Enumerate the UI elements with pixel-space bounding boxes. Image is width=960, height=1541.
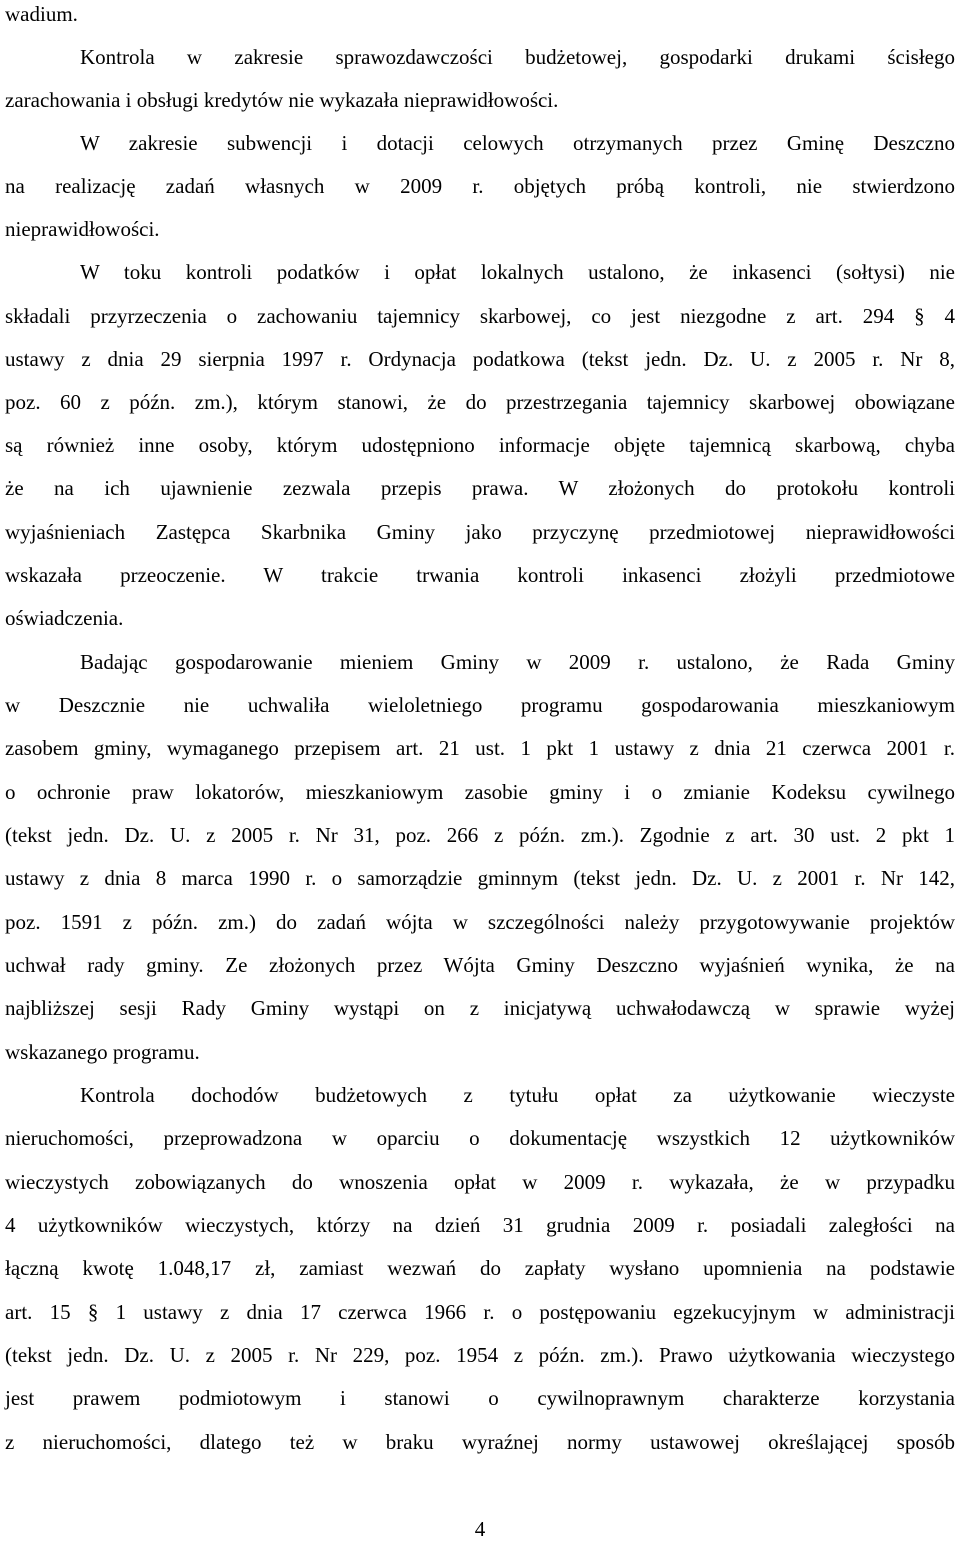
text-line: ustawy z dnia 8 marca 1990 r. o samorządzie gminnym (tekst jedn. Dz. U. z 2001 r. Nr 142, <box>5 866 955 890</box>
text-line: w Deszcznie nie uchwaliła wieloletniego programu gospodarowania mieszkaniowym <box>5 693 955 717</box>
text-line: wskazała przeoczenie. W trakcie trwania kontroli inkasenci złożyli przedmiotowe <box>5 563 955 587</box>
text-line: że na ich ujawnienie zezwala przepis prawa. W złożonych do protokołu kontroli <box>5 476 955 500</box>
text-line: zarachowania i obsługi kredytów nie wykazała nieprawidłowości. <box>5 88 559 112</box>
text-line: Kontrola dochodów budżetowych z tytułu opłat za użytkowanie wieczyste <box>80 1083 955 1107</box>
text-line: jest prawem podmiotowym i stanowi o cywilnoprawnym charakterze korzystania <box>5 1386 955 1410</box>
text-line: uchwał rady gminy. Ze złożonych przez Wójta Gminy Deszczno wyjaśnień wynika, że na <box>5 953 955 977</box>
text-line: W toku kontroli podatków i opłat lokalnych ustalono, że inkasenci (sołtysi) nie <box>80 260 955 284</box>
text-line: (tekst jedn. Dz. U. z 2005 r. Nr 229, poz. 1954 z późn. zm.). Prawo użytkowania wieczystego <box>5 1343 955 1367</box>
text-line: zasobem gminy, wymaganego przepisem art. 21 ust. 1 pkt 1 ustawy z dnia 21 czerwca 2001 r. <box>5 736 955 760</box>
text-line: na realizację zadań własnych w 2009 r. objętych próbą kontroli, nie stwierdzono <box>5 174 955 198</box>
text-line: wadium. <box>5 2 78 26</box>
text-line: wskazanego programu. <box>5 1040 200 1064</box>
text-line: nieprawidłowości. <box>5 217 160 241</box>
page-number: 4 <box>474 1517 486 1541</box>
text-line: są również inne osoby, którym udostępniono informacje objęte tajemnicą skarbową, chyba <box>5 433 955 457</box>
text-line: oświadczenia. <box>5 606 124 630</box>
text-line: Badając gospodarowanie mieniem Gminy w 2009 r. ustalono, że Rada Gminy <box>80 650 955 674</box>
text-line: najbliższej sesji Rady Gminy wystąpi on z inicjatywą uchwałodawczą w sprawie wyżej <box>5 996 955 1020</box>
text-line: wieczystych zobowiązanych do wnoszenia opłat w 2009 r. wykazała, że w przypadku <box>5 1170 955 1194</box>
text-line: składali przyrzeczenia o zachowaniu tajemnicy skarbowej, co jest niezgodne z art. 294 § 4 <box>5 304 955 328</box>
text-line: Kontrola w zakresie sprawozdawczości budżetowej, gospodarki drukami ścisłego <box>80 45 955 69</box>
text-line: W zakresie subwencji i dotacji celowych otrzymanych przez Gminę Deszczno <box>80 131 955 155</box>
text-line: wyjaśnieniach Zastępca Skarbnika Gminy jako przyczynę przedmiotowej nieprawidłowości <box>5 520 955 544</box>
text-line: 4 użytkowników wieczystych, którzy na dzień 31 grudnia 2009 r. posiadali zaległości na <box>5 1213 955 1237</box>
text-line: poz. 60 z późn. zm.), którym stanowi, że do przestrzegania tajemnicy skarbowej obowiązane <box>5 390 955 414</box>
text-line: z nieruchomości, dlatego też w braku wyraźnej normy ustawowej określającej sposób <box>5 1430 955 1454</box>
text-line: łączną kwotę 1.048,17 zł, zamiast wezwań do zapłaty wysłano upomnienia na podstawie <box>5 1256 955 1280</box>
text-line: ustawy z dnia 29 sierpnia 1997 r. Ordynacja podatkowa (tekst jedn. Dz. U. z 2005 r. Nr 8, <box>5 347 955 371</box>
text-line: nieruchomości, przeprowadzona w oparciu o dokumentację wszystkich 12 użytkowników <box>5 1126 955 1150</box>
text-line: art. 15 § 1 ustawy z dnia 17 czerwca 1966 r. o postępowaniu egzekucyjnym w administracji <box>5 1300 955 1324</box>
text-line: poz. 1591 z późn. zm.) do zadań wójta w szczególności należy przygotowywanie projektów <box>5 910 955 934</box>
text-line: (tekst jedn. Dz. U. z 2005 r. Nr 31, poz. 266 z późn. zm.). Zgodnie z art. 30 ust. 2 pkt 1 <box>5 823 955 847</box>
text-line: o ochronie praw lokatorów, mieszkaniowym zasobie gminy i o zmianie Kodeksu cywilnego <box>5 780 955 804</box>
